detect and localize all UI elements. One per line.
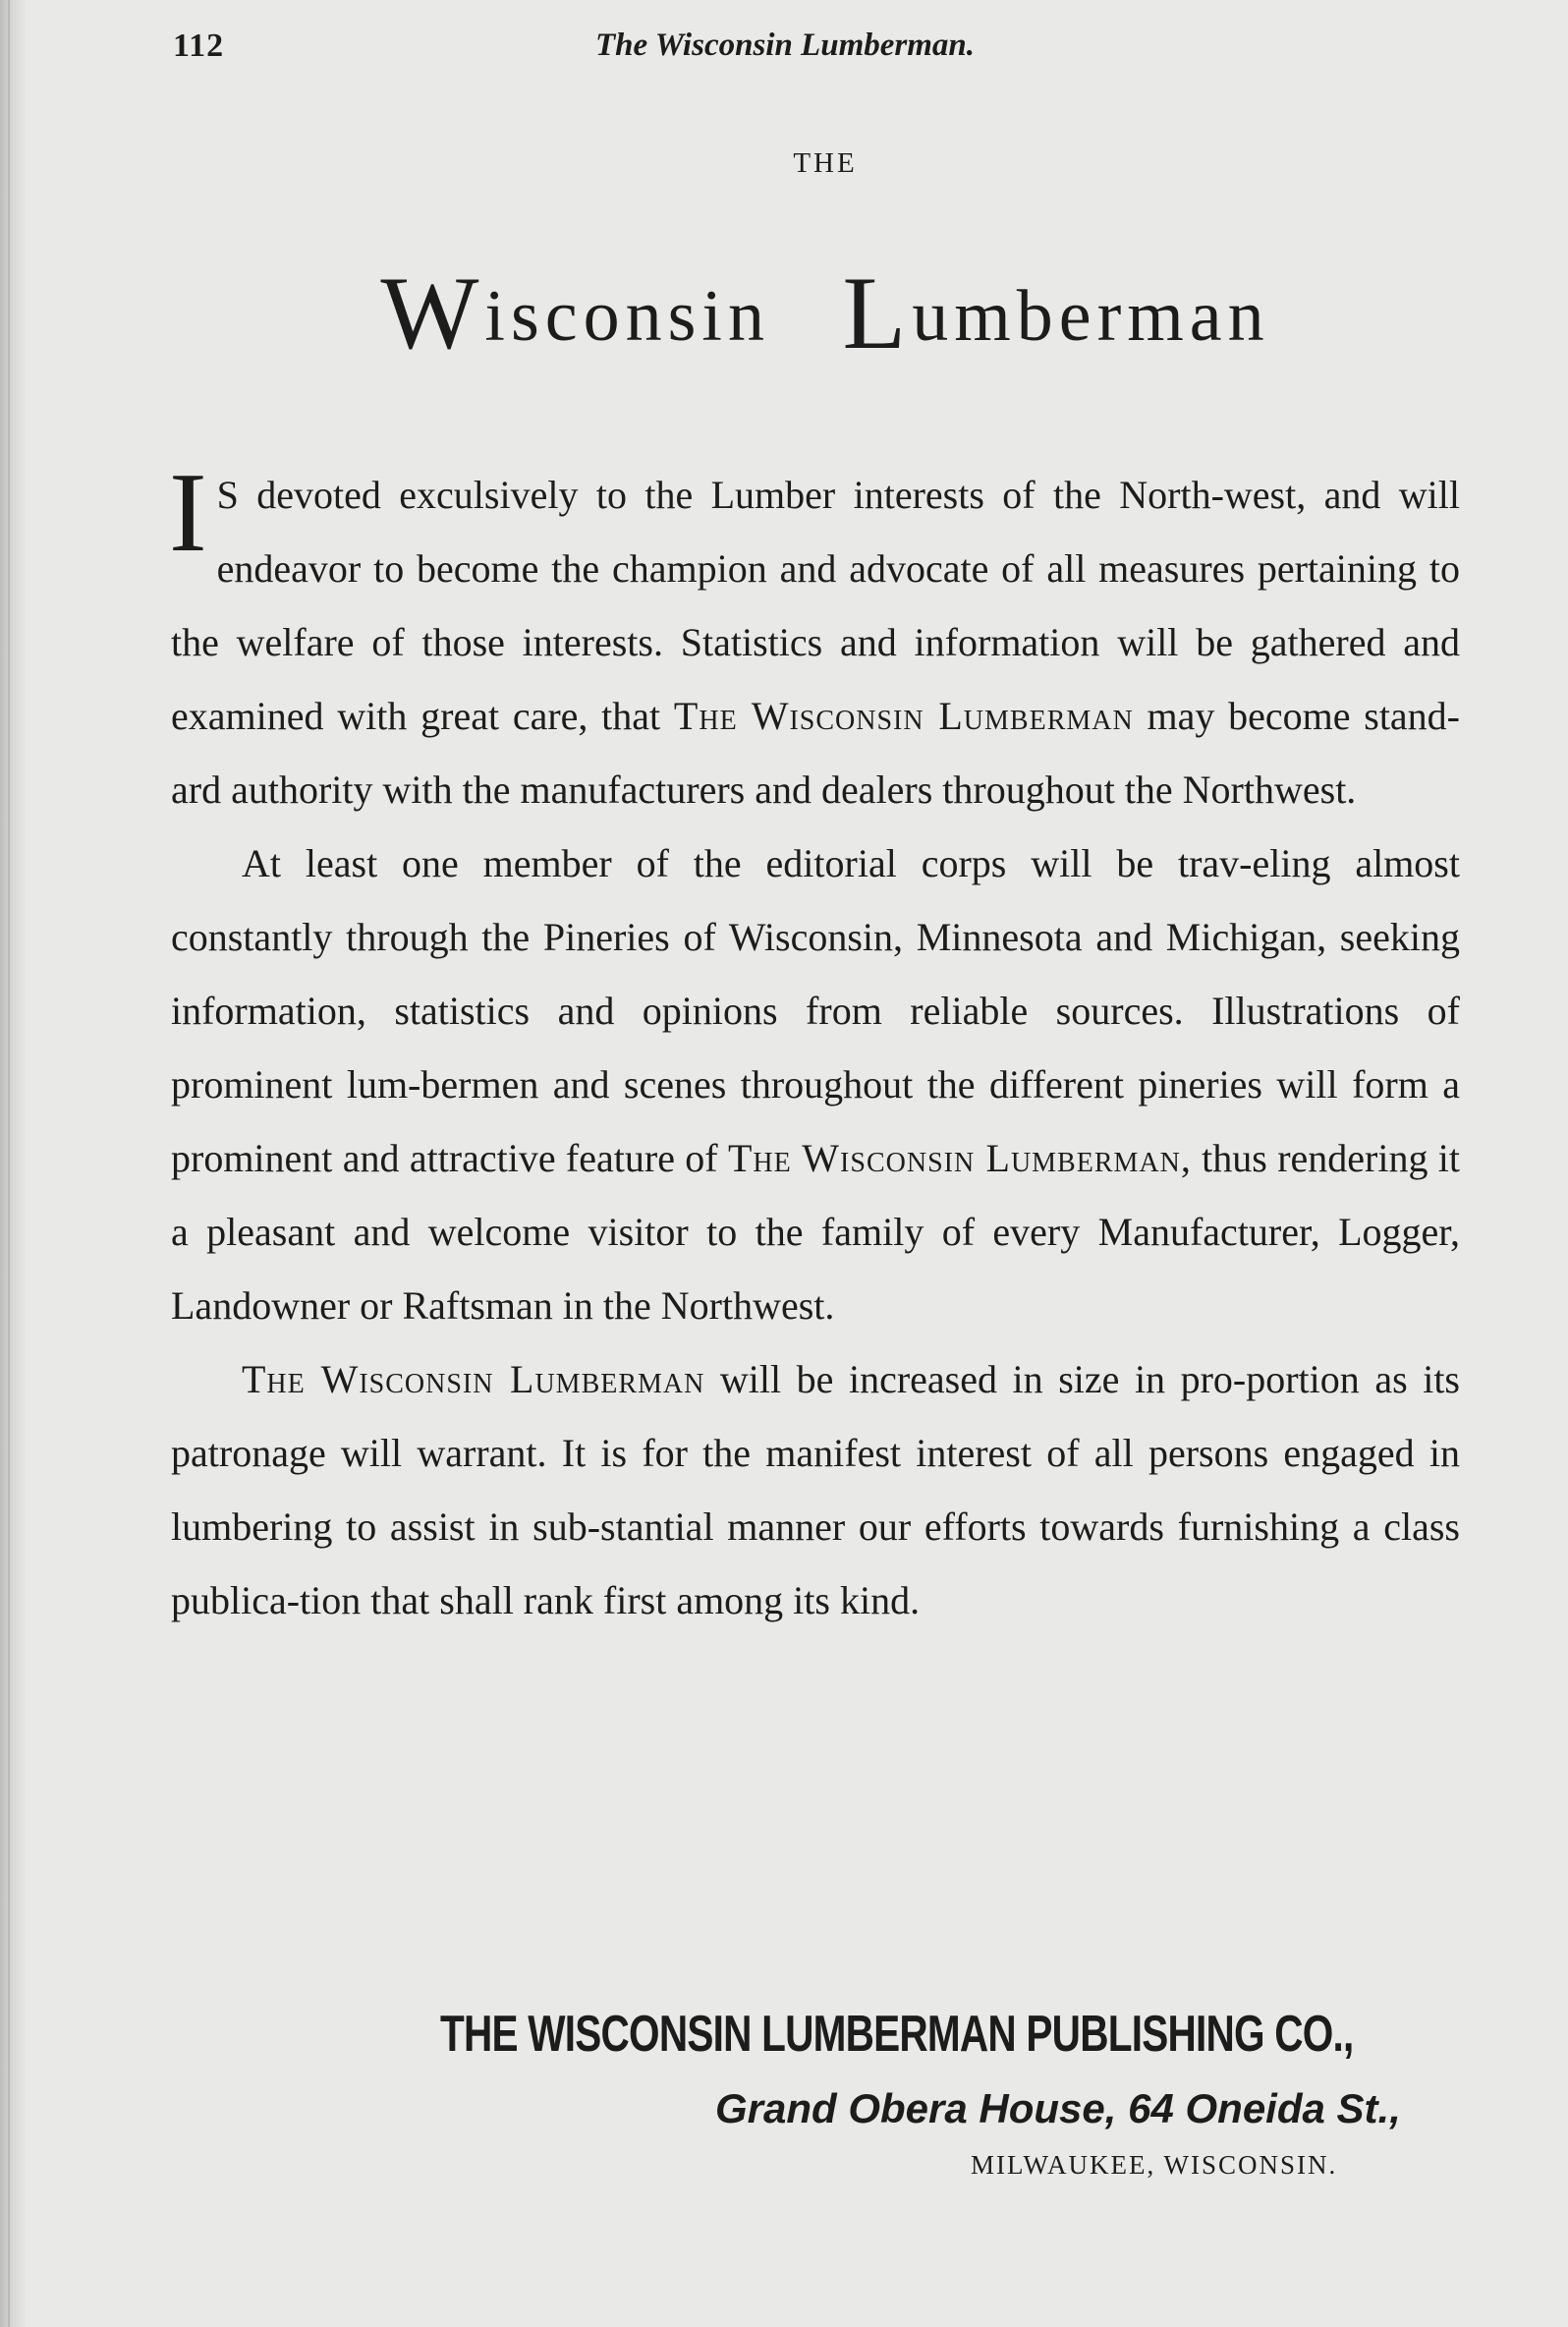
masthead-title <box>0 254 1568 370</box>
masthead-initial-w: W <box>380 255 485 370</box>
paragraph-3 <box>171 1342 1460 1637</box>
paragraph-1-text-b: may become stand-ard authority with the manufacturers and dealers throughout the Northwest. <box>171 694 1461 812</box>
masthead-word-1-rest: isconsin <box>484 276 770 357</box>
masthead-word-2-rest: umberman <box>912 276 1270 357</box>
paragraph-1 <box>169 450 1461 826</box>
publication-name-smallcaps: The Wisconsin Lumberman <box>673 694 1134 738</box>
publisher-name: THE WISCONSIN LUMBERMAN PUBLISHING CO., <box>440 2006 1354 2063</box>
running-title: The Wisconsin Lumberman. <box>595 28 975 63</box>
publication-name-smallcaps: The Wisconsin Lumberman, <box>727 1136 1192 1180</box>
publication-name-smallcaps: The Wisconsin Lumberman <box>242 1357 705 1401</box>
paragraph-1-text-a: S devoted exculsively to the Lumber interests of the North-west, and will endeavor to become the champion and advocate of all measures pertaining to the welfare of those interests. Statistics and information will be gathered and examined with great care, that <box>171 473 1460 738</box>
drop-cap: I <box>169 450 207 576</box>
running-head <box>173 24 1391 73</box>
paragraph-2-text-a: At least one member of the editorial corps will be trav-eling almost constantly through the Pineries of Wisconsin, Minnesota and Michigan, seeking information, statistics and opinions from reliable sources. Illustrations of prominent lum-bermen and scenes throughout the different pineries will form a prominent and attractive feature of <box>171 841 1460 1180</box>
page-number: 112 <box>173 28 225 64</box>
publisher-city: MILWAUKEE, WISCONSIN. <box>971 2150 1338 2180</box>
article-body <box>169 450 1461 1637</box>
paragraph-3-text: will be increased in size in pro-portion as its patronage will warrant. It is for the manifest interest of all persons engaged in lumbering to assist in sub-stantial manner our efforts towards furnishing a class publica-tion that shall rank first among its kind. <box>171 1357 1460 1622</box>
publisher-address: Grand Obera House, 64 Oneida St., <box>715 2085 1401 2131</box>
masthead-initial-l: L <box>842 255 913 370</box>
paragraph-2 <box>171 826 1460 1342</box>
paragraph-2-text-b: thus rendering it a pleasant and welcome visitor to the family of every Manufacturer, Logger, Landowner or Raftsman in the Northwest. <box>171 1136 1461 1328</box>
masthead-the: THE <box>793 147 858 179</box>
